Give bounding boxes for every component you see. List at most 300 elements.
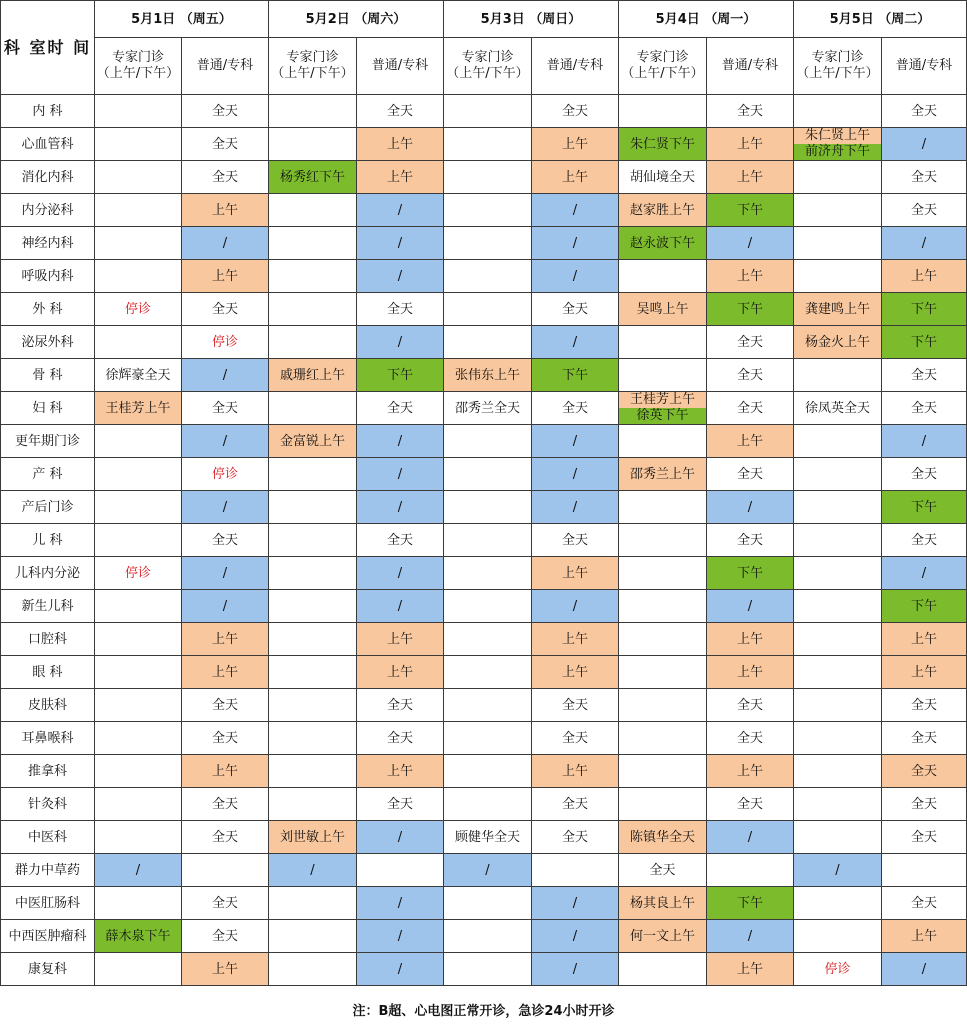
- expert-clinic-cell: [794, 689, 882, 722]
- expert-clinic-cell: [619, 689, 707, 722]
- expert-clinic-cell: [269, 326, 357, 359]
- department-name: 推拿科: [1, 755, 95, 788]
- expert-clinic-cell: [269, 689, 357, 722]
- general-clinic-cell: 上午: [532, 755, 619, 788]
- general-clinic-cell: 上午: [357, 623, 444, 656]
- general-clinic-cell: 上午: [532, 128, 619, 161]
- expert-clinic-header: 专家门诊 （上午/下午）: [794, 38, 882, 95]
- general-clinic-cell: 全天: [182, 920, 269, 953]
- table-row: [1, 128, 967, 161]
- expert-clinic-cell: 薛木泉下午: [95, 920, 182, 953]
- expert-clinic-cell: [619, 557, 707, 590]
- general-clinic-cell: /: [532, 194, 619, 227]
- general-clinic-cell: 停诊: [182, 458, 269, 491]
- expert-clinic-cell: 刘世敏上午: [269, 821, 357, 854]
- table-row: [1, 194, 967, 227]
- expert-clinic-cell: [444, 788, 532, 821]
- footnote: 注：B超、心电图正常开诊，急诊24小时开诊: [352, 1004, 615, 1019]
- general-clinic-cell: 全天: [707, 359, 794, 392]
- department-name: 中医科: [1, 821, 95, 854]
- general-clinic-cell: 全天: [182, 821, 269, 854]
- general-clinic-cell: 全天: [357, 689, 444, 722]
- general-clinic-cell: 全天: [882, 359, 967, 392]
- table-row: [1, 854, 967, 887]
- expert-clinic-cell: [794, 590, 882, 623]
- expert-clinic-cell: [444, 128, 532, 161]
- general-clinic-cell: 全天: [182, 95, 269, 128]
- general-clinic-cell: /: [707, 920, 794, 953]
- expert-clinic-cell: [794, 920, 882, 953]
- table-row: [1, 722, 967, 755]
- expert-clinic-cell: [794, 557, 882, 590]
- expert-clinic-cell: [95, 755, 182, 788]
- general-clinic-cell: 全天: [532, 95, 619, 128]
- expert-clinic-cell: [269, 491, 357, 524]
- table-row: [1, 821, 967, 854]
- general-clinic-cell: 上午: [357, 755, 444, 788]
- general-clinic-cell: 全天: [882, 788, 967, 821]
- expert-clinic-cell: 何一文上午: [619, 920, 707, 953]
- department-name: 皮肤科: [1, 689, 95, 722]
- expert-clinic-cell: [95, 194, 182, 227]
- expert-clinic-cell: [444, 425, 532, 458]
- expert-clinic-cell: [95, 458, 182, 491]
- expert-clinic-cell: [269, 557, 357, 590]
- general-clinic-cell: 上午: [182, 656, 269, 689]
- expert-clinic-cell: [619, 722, 707, 755]
- expert-clinic-cell: [95, 788, 182, 821]
- general-clinic-cell: 上午: [882, 920, 967, 953]
- general-clinic-cell: /: [532, 227, 619, 260]
- expert-clinic-cell: /: [269, 854, 357, 887]
- day-header: 5月5日 （周二）: [794, 1, 967, 38]
- expert-clinic-cell: [794, 425, 882, 458]
- general-clinic-cell: 全天: [882, 722, 967, 755]
- table-row: [1, 293, 967, 326]
- general-clinic-cell: /: [357, 326, 444, 359]
- expert-clinic-cell: [269, 227, 357, 260]
- expert-clinic-cell: [794, 821, 882, 854]
- general-clinic-cell: 全天: [882, 524, 967, 557]
- general-clinic-cell: 全天: [707, 722, 794, 755]
- date-header-row: [1, 1, 967, 38]
- department-name: 泌尿外科: [1, 326, 95, 359]
- general-clinic-cell: [182, 854, 269, 887]
- general-clinic-cell: 上午: [882, 623, 967, 656]
- expert-clinic-cell: [444, 590, 532, 623]
- expert-clinic-cell: [619, 953, 707, 986]
- expert-clinic-cell: 杨金火上午: [794, 326, 882, 359]
- expert-clinic-cell: [269, 788, 357, 821]
- general-clinic-cell: /: [182, 227, 269, 260]
- table-row: [1, 458, 967, 491]
- general-clinic-cell: /: [882, 128, 967, 161]
- general-clinic-cell: [882, 854, 967, 887]
- general-clinic-cell: 全天: [182, 293, 269, 326]
- general-clinic-cell: 全天: [532, 722, 619, 755]
- expert-clinic-cell: [794, 359, 882, 392]
- expert-clinic-cell: [619, 95, 707, 128]
- expert-clinic-cell: [794, 788, 882, 821]
- general-clinic-cell: 全天: [182, 392, 269, 425]
- expert-clinic-cell: 朱仁贤下午: [619, 128, 707, 161]
- doctor-shift: 前济舟下午: [794, 144, 881, 160]
- general-clinic-cell: 全天: [182, 722, 269, 755]
- general-clinic-cell: 全天: [707, 524, 794, 557]
- general-clinic-cell: /: [532, 260, 619, 293]
- table-row: [1, 359, 967, 392]
- expert-clinic-cell: [444, 953, 532, 986]
- expert-clinic-cell: [444, 293, 532, 326]
- expert-clinic-cell: [269, 623, 357, 656]
- general-clinic-cell: 全天: [182, 161, 269, 194]
- department-name: 妇 科: [1, 392, 95, 425]
- expert-clinic-cell: [95, 161, 182, 194]
- general-clinic-cell: /: [182, 491, 269, 524]
- expert-clinic-cell: [444, 887, 532, 920]
- general-clinic-cell: /: [882, 227, 967, 260]
- expert-clinic-cell: [794, 491, 882, 524]
- general-clinic-cell: 上午: [707, 656, 794, 689]
- table-row: [1, 392, 967, 425]
- general-clinic-cell: 下午: [532, 359, 619, 392]
- expert-clinic-cell: 杨秀红下午: [269, 161, 357, 194]
- general-clinic-cell: 全天: [707, 95, 794, 128]
- general-clinic-cell: 上午: [532, 557, 619, 590]
- expert-clinic-cell: 陈镇华全天: [619, 821, 707, 854]
- expert-clinic-cell: [95, 425, 182, 458]
- general-clinic-cell: /: [357, 590, 444, 623]
- expert-clinic-cell: 王桂芳上午: [95, 392, 182, 425]
- expert-clinic-cell: [444, 227, 532, 260]
- expert-clinic-cell: [269, 722, 357, 755]
- expert-clinic-cell: [269, 293, 357, 326]
- expert-clinic-cell: [269, 887, 357, 920]
- doctor-shift: 王桂芳上午: [619, 392, 706, 408]
- general-clinic-cell: 上午: [707, 755, 794, 788]
- expert-clinic-cell: [95, 491, 182, 524]
- general-clinic-cell: /: [532, 953, 619, 986]
- expert-clinic-cell: [444, 95, 532, 128]
- expert-clinic-cell: [619, 656, 707, 689]
- general-clinic-cell: 全天: [707, 788, 794, 821]
- general-clinic-cell: 上午: [532, 656, 619, 689]
- general-clinic-cell: [532, 854, 619, 887]
- expert-clinic-cell: 停诊: [794, 953, 882, 986]
- expert-clinic-cell: [95, 821, 182, 854]
- expert-clinic-cell: [444, 326, 532, 359]
- general-clinic-cell: 全天: [882, 161, 967, 194]
- general-clinic-cell: 停诊: [182, 326, 269, 359]
- general-clinic-cell: /: [357, 260, 444, 293]
- expert-clinic-cell: /: [794, 854, 882, 887]
- expert-clinic-cell: [444, 755, 532, 788]
- general-clinic-cell: 全天: [357, 392, 444, 425]
- general-clinic-cell: /: [182, 557, 269, 590]
- department-name: 内 科: [1, 95, 95, 128]
- general-clinic-cell: /: [182, 590, 269, 623]
- expert-clinic-cell: [794, 623, 882, 656]
- table-row: [1, 623, 967, 656]
- general-clinic-cell: /: [182, 359, 269, 392]
- table-row: [1, 425, 967, 458]
- expert-clinic-cell: [269, 920, 357, 953]
- general-clinic-cell: /: [707, 491, 794, 524]
- expert-clinic-cell: 停诊: [95, 293, 182, 326]
- general-clinic-cell: 上午: [182, 623, 269, 656]
- table-row: [1, 491, 967, 524]
- department-name: 中西医肿瘤科: [1, 920, 95, 953]
- general-clinic-cell: 全天: [532, 392, 619, 425]
- expert-clinic-cell: 赵家胜上午: [619, 194, 707, 227]
- expert-clinic-cell: [95, 722, 182, 755]
- expert-clinic-cell: [619, 491, 707, 524]
- expert-clinic-cell: [95, 524, 182, 557]
- general-clinic-cell: /: [357, 425, 444, 458]
- expert-clinic-cell: [619, 788, 707, 821]
- expert-clinic-cell: [794, 656, 882, 689]
- expert-clinic-cell: [794, 260, 882, 293]
- general-clinic-cell: 全天: [882, 194, 967, 227]
- expert-clinic-cell: [444, 557, 532, 590]
- day-header: 5月4日 （周一）: [619, 1, 794, 38]
- general-clinic-cell: 全天: [357, 788, 444, 821]
- general-clinic-cell: 上午: [707, 128, 794, 161]
- expert-clinic-cell: [269, 194, 357, 227]
- expert-clinic-cell: 张伟东上午: [444, 359, 532, 392]
- department-name: 骨 科: [1, 359, 95, 392]
- department-name: 新生儿科: [1, 590, 95, 623]
- general-clinic-cell: /: [357, 227, 444, 260]
- general-clinic-cell: 全天: [182, 788, 269, 821]
- general-clinic-cell: 全天: [532, 524, 619, 557]
- doctor-shift: 朱仁贤上午: [794, 128, 881, 144]
- general-clinic-cell: /: [532, 425, 619, 458]
- expert-clinic-cell: [269, 953, 357, 986]
- expert-clinic-cell: 徐凤英全天: [794, 392, 882, 425]
- expert-clinic-cell: [794, 227, 882, 260]
- expert-clinic-cell: [619, 425, 707, 458]
- general-clinic-cell: 全天: [882, 755, 967, 788]
- corner-label: 科 室时 间: [1, 1, 95, 95]
- department-name: 儿科内分泌: [1, 557, 95, 590]
- expert-clinic-cell: [794, 161, 882, 194]
- table-row: [1, 524, 967, 557]
- general-clinic-header: 普通/专科: [357, 38, 444, 95]
- expert-clinic-header: 专家门诊 （上午/下午）: [269, 38, 357, 95]
- expert-clinic-cell: [95, 953, 182, 986]
- general-clinic-cell: 上午: [707, 425, 794, 458]
- general-clinic-cell: /: [357, 491, 444, 524]
- expert-clinic-cell: [619, 260, 707, 293]
- general-clinic-cell: 上午: [532, 623, 619, 656]
- general-clinic-header: 普通/专科: [707, 38, 794, 95]
- general-clinic-cell: 全天: [882, 458, 967, 491]
- department-name: 康复科: [1, 953, 95, 986]
- day-header: 5月3日 （周日）: [444, 1, 619, 38]
- expert-clinic-cell: [269, 458, 357, 491]
- general-clinic-cell: 全天: [182, 128, 269, 161]
- general-clinic-cell: /: [357, 953, 444, 986]
- expert-clinic-cell: [444, 920, 532, 953]
- general-clinic-cell: 上午: [182, 260, 269, 293]
- expert-clinic-cell: [95, 95, 182, 128]
- general-clinic-cell: 全天: [882, 95, 967, 128]
- table-row: [1, 227, 967, 260]
- expert-clinic-cell: [794, 755, 882, 788]
- expert-clinic-cell: /: [95, 854, 182, 887]
- department-name: 神经内科: [1, 227, 95, 260]
- general-clinic-cell: /: [357, 557, 444, 590]
- expert-clinic-cell: [95, 128, 182, 161]
- table-row: [1, 656, 967, 689]
- general-clinic-cell: 全天: [357, 722, 444, 755]
- general-clinic-cell: /: [532, 887, 619, 920]
- general-clinic-cell: /: [532, 491, 619, 524]
- general-clinic-cell: /: [882, 425, 967, 458]
- expert-clinic-cell: [619, 392, 707, 425]
- table-row: [1, 557, 967, 590]
- general-clinic-cell: 全天: [357, 95, 444, 128]
- general-clinic-header: 普通/专科: [532, 38, 619, 95]
- expert-clinic-cell: [269, 656, 357, 689]
- expert-clinic-cell: 停诊: [95, 557, 182, 590]
- expert-clinic-cell: [269, 755, 357, 788]
- department-name: 消化内科: [1, 161, 95, 194]
- general-clinic-cell: /: [882, 557, 967, 590]
- general-clinic-cell: 上午: [182, 194, 269, 227]
- general-clinic-cell: 全天: [532, 689, 619, 722]
- expert-clinic-cell: [619, 755, 707, 788]
- expert-clinic-cell: [619, 623, 707, 656]
- general-clinic-cell: 全天: [182, 689, 269, 722]
- department-name: 口腔科: [1, 623, 95, 656]
- general-clinic-cell: /: [357, 887, 444, 920]
- general-clinic-cell: 下午: [882, 590, 967, 623]
- general-clinic-cell: 上午: [182, 953, 269, 986]
- department-name: 产 科: [1, 458, 95, 491]
- expert-clinic-cell: [269, 392, 357, 425]
- expert-clinic-cell: [794, 524, 882, 557]
- department-name: 儿 科: [1, 524, 95, 557]
- general-clinic-cell: 全天: [707, 689, 794, 722]
- department-name: 更年期门诊: [1, 425, 95, 458]
- expert-clinic-cell: [444, 194, 532, 227]
- expert-clinic-cell: [95, 623, 182, 656]
- general-clinic-cell: 全天: [532, 788, 619, 821]
- general-clinic-cell: 全天: [532, 821, 619, 854]
- general-clinic-cell: [707, 854, 794, 887]
- expert-clinic-cell: [269, 524, 357, 557]
- general-clinic-cell: /: [357, 920, 444, 953]
- general-clinic-cell: [357, 854, 444, 887]
- expert-clinic-cell: [95, 887, 182, 920]
- expert-clinic-cell: [444, 458, 532, 491]
- doctor-shift: 徐英下午: [619, 408, 706, 424]
- department-name: 耳鼻喉科: [1, 722, 95, 755]
- expert-clinic-cell: 龚建鸣上午: [794, 293, 882, 326]
- expert-clinic-cell: [269, 590, 357, 623]
- table-row: [1, 590, 967, 623]
- general-clinic-cell: /: [357, 194, 444, 227]
- expert-clinic-cell: /: [444, 854, 532, 887]
- expert-clinic-header: 专家门诊 （上午/下午）: [619, 38, 707, 95]
- table-row: [1, 755, 967, 788]
- table-row: [1, 920, 967, 953]
- expert-clinic-cell: [619, 326, 707, 359]
- department-name: 群力中草药: [1, 854, 95, 887]
- expert-clinic-cell: 邵秀兰全天: [444, 392, 532, 425]
- general-clinic-cell: /: [357, 821, 444, 854]
- schedule-body: [1, 95, 967, 986]
- expert-clinic-cell: [619, 524, 707, 557]
- general-clinic-cell: /: [532, 326, 619, 359]
- expert-clinic-cell: [444, 524, 532, 557]
- general-clinic-cell: 全天: [882, 689, 967, 722]
- expert-clinic-cell: [269, 260, 357, 293]
- expert-clinic-cell: [269, 128, 357, 161]
- general-clinic-cell: 上午: [707, 260, 794, 293]
- expert-clinic-cell: [794, 95, 882, 128]
- general-clinic-cell: 上午: [357, 161, 444, 194]
- expert-clinic-cell: [794, 722, 882, 755]
- expert-clinic-cell: [95, 590, 182, 623]
- expert-clinic-cell: 戚珊红上午: [269, 359, 357, 392]
- table-row: [1, 689, 967, 722]
- expert-clinic-cell: 金富锐上午: [269, 425, 357, 458]
- general-clinic-cell: 下午: [707, 194, 794, 227]
- table-row: [1, 788, 967, 821]
- expert-clinic-cell: [444, 722, 532, 755]
- expert-clinic-cell: [269, 95, 357, 128]
- general-clinic-cell: /: [707, 227, 794, 260]
- general-clinic-cell: 全天: [182, 887, 269, 920]
- general-clinic-header: 普通/专科: [182, 38, 269, 95]
- general-clinic-cell: 全天: [882, 887, 967, 920]
- general-clinic-cell: 全天: [882, 392, 967, 425]
- table-row: [1, 953, 967, 986]
- general-clinic-cell: 下午: [882, 326, 967, 359]
- expert-clinic-cell: [95, 656, 182, 689]
- day-header: 5月2日 （周六）: [269, 1, 444, 38]
- general-clinic-cell: 上午: [357, 656, 444, 689]
- expert-clinic-cell: [794, 194, 882, 227]
- table-row: [1, 95, 967, 128]
- expert-clinic-cell: [444, 161, 532, 194]
- general-clinic-cell: /: [532, 590, 619, 623]
- general-clinic-cell: /: [532, 920, 619, 953]
- department-name: 呼吸内科: [1, 260, 95, 293]
- general-clinic-cell: 上午: [532, 161, 619, 194]
- expert-clinic-cell: [619, 590, 707, 623]
- general-clinic-cell: 下午: [707, 293, 794, 326]
- general-clinic-cell: /: [357, 458, 444, 491]
- department-name: 产后门诊: [1, 491, 95, 524]
- expert-clinic-header: 专家门诊 （上午/下午）: [95, 38, 182, 95]
- expert-clinic-cell: 顾健华全天: [444, 821, 532, 854]
- department-name: 中医肛肠科: [1, 887, 95, 920]
- general-clinic-cell: 下午: [882, 491, 967, 524]
- department-name: 内分泌科: [1, 194, 95, 227]
- expert-clinic-cell: [95, 227, 182, 260]
- general-clinic-cell: 上午: [882, 260, 967, 293]
- expert-clinic-cell: 邵秀兰上午: [619, 458, 707, 491]
- general-clinic-cell: /: [182, 425, 269, 458]
- general-clinic-cell: 全天: [707, 392, 794, 425]
- general-clinic-cell: 上午: [357, 128, 444, 161]
- expert-clinic-cell: 赵永波下午: [619, 227, 707, 260]
- general-clinic-cell: 全天: [882, 821, 967, 854]
